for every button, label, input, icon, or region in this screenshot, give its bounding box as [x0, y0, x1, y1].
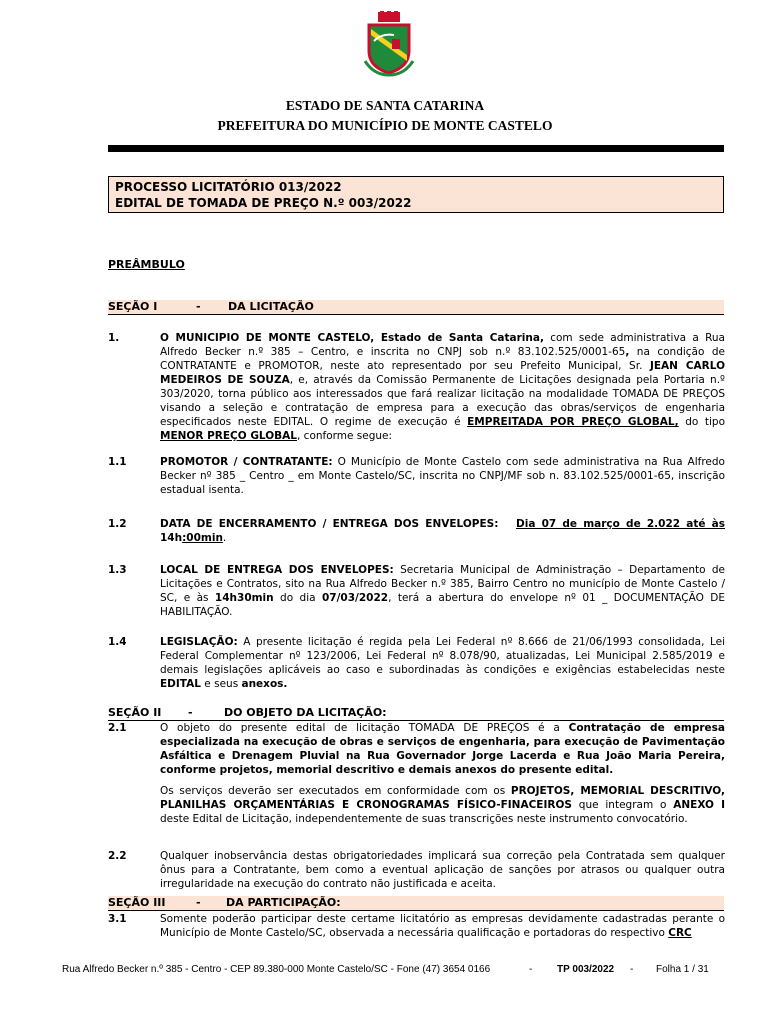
item-2-2-text: Qualquer inobservância destas obrigatoriedades implicará sua correção pela Contratada sem qualquer ônus para a Contratante, bem como a eventual aplicação de sanções por atrasos ou qualquer outra irregularidade na execução do contrato não justificada e aceita.	[160, 850, 725, 890]
item-2-1-text: O objeto do presente edital de licitação TOMADA DE PREÇOS é a Contratação de empresa especializada na execução de obras e serviços de engenharia, para execução de Pavimentação Asfáltica e Drenagem Pluvial na Rua Governador Jorge Lacerda e Rua João Maria Pereira, conforme projetos, memorial descritivo e demais anexos do presente edital.	[160, 722, 726, 776]
header-rule	[108, 145, 724, 152]
section-1-heading	[108, 300, 724, 315]
item-1-3-text: LOCAL DE ENTREGA DOS ENVELOPES: Secretaria Municipal de Administração – Departamento de Licitações e Contratos, sito na Rua Alfredo Becker n.º 385, Bairro Centro no município de Monte Castelo / SC, e às 14h30min do dia 07/03/2022, terá a abertura do envelope nº 01 _ DOCUMENTAÇÃO DE HABILITAÇÃO.	[160, 564, 726, 618]
item-number: 3.1	[108, 913, 127, 925]
section-dash: -	[196, 300, 201, 313]
coat-of-arms-icon	[364, 11, 414, 77]
section-2-heading	[108, 706, 724, 721]
item-number: 1.	[108, 332, 120, 344]
footer-address: Rua Alfredo Becker n.º 385 - Centro - CEP 89.380-000 Monte Castelo/SC - Fone (47) 3654 0166	[62, 964, 491, 975]
state-title: ESTADO DE SANTA CATARINA	[285, 98, 485, 113]
edital-number: EDITAL DE TOMADA DE PREÇO N.º 003/2022	[115, 196, 412, 210]
section-label: SEÇÃO II	[108, 706, 162, 719]
item-number: 2.1	[108, 722, 127, 734]
item-number: 1.1	[108, 456, 127, 468]
item-number: 1.2	[108, 518, 127, 530]
item-1-1-text: PROMOTOR / CONTRATANTE: O Município de Monte Castelo com sede administrativa na Rua Alfredo Becker nº 385 _ Centro _ em Monte Castelo/SC, inscrita no CNPJ/MF sob n. 83.102.525/0001-65, inscrição estadual isenta.	[160, 456, 725, 496]
section-label: SEÇÃO III	[108, 896, 166, 909]
item-number: 1.3	[108, 564, 127, 576]
section-3-heading	[108, 896, 724, 911]
preamble-heading: PREÂMBULO	[108, 258, 185, 271]
section-label: SEÇÃO I	[108, 300, 158, 313]
footer-page-number: Folha 1 / 31	[656, 964, 709, 975]
item-2-1-text-continued: Os serviços deverão ser executados em conformidade com os PROJETOS, MEMORIAL DESCRITIVO, PLANILHAS ORÇAMENTÁRIAS E CRONOGRAMAS FÍSICO-FINACEIROS que integram o ANEXO I deste Edital de Licitação, independentemente de suas transcrições neste instrumento convocatório.	[160, 785, 726, 825]
footer-separator: -	[630, 964, 634, 975]
section-title: DO OBJETO DA LICITAÇÃO:	[224, 706, 387, 719]
item-number: 2.2	[108, 850, 127, 862]
footer-separator: -	[529, 964, 533, 975]
item-1-text: O MUNICIPIO DE MONTE CASTELO, Estado de Santa Catarina, com sede administrativa a Rua Alfredo Becker n.º 385 – Centro, e inscrita no CNPJ sob n.º 83.102.525/0001-65, na condição de CONTRATANTE e PROMOTOR, neste ato representado por seu Prefeito Municipal, Sr. JEAN CARLO MEDEIROS DE SOUZA, e, através da Comissão Permanente de Licitações designada pela Portaria n.º 303/2020, torna público aos interessados que fará realizar licitação na modalidade TOMADA DE PREÇOS visando a seleção e contratação de empresa para a execução das obras/serviços de engenharia especificados neste EDITAL. O regime de execução é EMPREITADA POR PREÇO GLOBAL, do tipo MENOR PREÇO GLOBAL, conforme segue:	[160, 332, 725, 442]
process-number: PROCESSO LICITATÓRIO 013/2022	[115, 180, 342, 194]
section-title: DA PARTICIPAÇÃO:	[226, 896, 341, 909]
section-dash: -	[188, 706, 193, 719]
section-title: DA LICITAÇÃO	[228, 300, 314, 313]
municipality-title: PREFEITURA DO MUNICÍPIO DE MONTE CASTELO	[217, 118, 553, 133]
item-3-1-text: Somente poderão participar deste certame licitatório as empresas devidamente cadastradas perante o Município de Monte Castelo/SC, observada a necessária qualificação e portadoras do respectivo CRC	[160, 913, 725, 939]
item-1-4-text: LEGISLAÇÃO: A presente licitação é regida pela Lei Federal nº 8.666 de 21/06/1993 consolidada, Lei Federal Complementar nº 123/2006, Lei Federal nº 8.078/90, atualizadas, Lei Municipal 2.585/2019 e demais legislações aplicáveis ao caso e subordinadas às condições e exigências estabelecidas neste EDITAL e seus anexos.	[160, 636, 725, 690]
process-title-box	[108, 176, 724, 213]
item-number: 1.4	[108, 636, 127, 648]
item-1-2-text: DATA DE ENCERRAMENTO / ENTREGA DOS ENVELOPES: Dia 07 de março de 2.022 até às 14h:00min.	[160, 518, 726, 544]
footer-document: TP 003/2022	[557, 964, 615, 975]
section-dash: -	[196, 896, 201, 909]
